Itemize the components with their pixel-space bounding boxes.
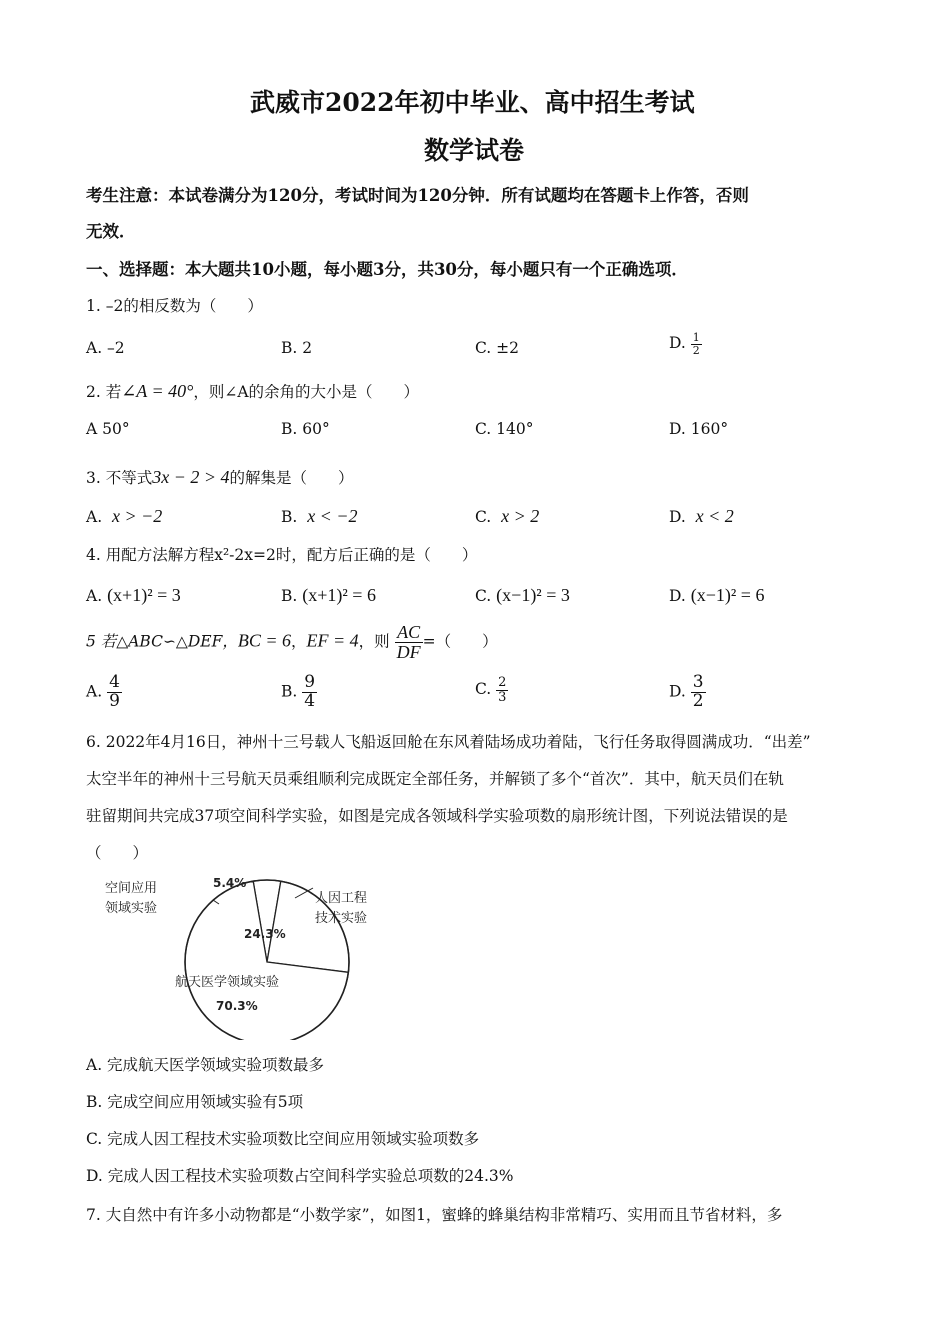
q4-option-b	[281, 585, 376, 606]
q5-c-numerator: 2	[498, 675, 507, 690]
q4-a-label: A.	[86, 587, 103, 605]
q2-stem	[86, 380, 419, 402]
med-pct-label: 70.3%	[216, 999, 258, 1013]
q5-frac-numerator: AC	[395, 623, 423, 643]
q1-stem: 1. –2的相反数为（ ）	[86, 297, 263, 315]
q3-option-b	[281, 506, 357, 527]
q5-stem-prefix: 5 若△ABC∽△DEF，	[86, 632, 238, 651]
space-label-2: 领域实验	[105, 901, 158, 916]
q4-a-math: (x+1)² = 3	[107, 585, 181, 605]
q3-d-math: x < 2	[695, 506, 734, 526]
q4-d-label: D.	[669, 587, 686, 605]
q5-d-fraction	[691, 674, 706, 711]
exam-title: 武威市2022年初中毕业、高中招生考试	[250, 88, 695, 117]
q5-option-b	[281, 674, 317, 711]
q3-option-d	[669, 506, 734, 527]
q6-line-3: 驻留期间共完成37项空间科学实验，如图是完成各领域科学实验项数的扇形统计图，下列说法错误的是	[86, 807, 788, 825]
q5-stem-bc: BC = 6	[237, 630, 292, 651]
q1-d-denominator: 2	[692, 343, 700, 357]
q3-a-math: x > −2	[111, 506, 163, 526]
q6-line-1: 6. 2022年4月16日，神州十三号载人飞船返回舱在东风着陆场成功着陆，飞行任务取得圆满成功．“出差”	[86, 733, 811, 751]
q3-stem	[86, 466, 354, 488]
q3-stem-math: 3x − 2 > 4	[152, 467, 230, 487]
q7-line-1: 7. 大自然中有许多小动物都是“小数学家”，如图1，蜜蜂的蜂巢结构非常精巧、实用而且节省材料，多	[86, 1206, 783, 1224]
q5-stem-then: ，则	[358, 632, 390, 651]
q3-option-a	[86, 506, 162, 527]
q5-option-d	[669, 674, 706, 711]
q5-b-numerator: 9	[304, 672, 316, 692]
q2-stem-suffix: ，则∠A的余角的大小是（ ）	[193, 383, 420, 401]
human-label-2: 技术实验	[315, 911, 368, 926]
q2-option-d: D. 160°	[669, 420, 729, 438]
q6-option-c: C. 完成人因工程技术实验项数比空间应用领域实验项数多	[86, 1130, 480, 1148]
human-label-1: 人因工程	[315, 891, 368, 906]
q4-option-a	[86, 585, 181, 606]
q6-line-4: （ ）	[86, 844, 149, 862]
q1-d-numerator: 1	[692, 331, 700, 344]
q3-a-label: A.	[86, 508, 103, 526]
q2-option-a: A 50°	[86, 420, 130, 438]
q5-a-numerator: 4	[109, 672, 120, 692]
q6-option-a: A. 完成航天医学领域实验项数最多	[86, 1056, 325, 1074]
q5-c-fraction	[496, 676, 508, 704]
q3-c-math: x > 2	[501, 506, 540, 526]
q6-option-b: B. 完成空间应用领域实验有5项	[86, 1093, 304, 1111]
space-pct-label: 5.4%	[213, 876, 247, 890]
q2-stem-math: ∠A = 40°	[121, 381, 194, 401]
q4-option-c	[475, 585, 570, 606]
q3-stem-prefix: 3. 不等式	[86, 469, 153, 487]
q4-b-label: B.	[281, 587, 298, 605]
q4-c-label: C.	[475, 587, 492, 605]
space-label-1: 空间应用	[105, 881, 158, 896]
q5-a-label: A.	[86, 682, 103, 701]
q5-a-fraction	[107, 674, 122, 711]
q1-option-a: A. –2	[86, 339, 125, 357]
q2-stem-prefix: 2. 若	[86, 383, 122, 401]
q4-d-math: (x−1)² = 6	[690, 585, 765, 605]
pie-chart	[95, 870, 395, 1040]
q5-stem-fraction	[395, 623, 423, 662]
q3-c-label: C.	[475, 508, 492, 526]
q5-c-label: C.	[475, 680, 492, 699]
med-label: 航天医学领域实验	[175, 975, 280, 990]
q5-b-label: B.	[281, 682, 298, 701]
q3-stem-suffix: 的解集是（ ）	[229, 469, 354, 487]
section-heading: 一、选择题：本大题共10小题，每小题3分，共30分，每小题只有一个正确选项．	[86, 260, 688, 279]
q1-option-d-fraction	[691, 332, 702, 356]
q5-stem-sep: ，	[291, 632, 307, 651]
q3-b-label: B.	[281, 508, 298, 526]
q3-d-label: D.	[669, 508, 686, 526]
q6-option-d: D. 完成人因工程技术实验项数占空间科学实验总项数的24.3%	[86, 1167, 514, 1185]
q4-stem: 4. 用配方法解方程x²-2x=2时，配方后正确的是（ ）	[86, 546, 478, 564]
q2-option-c: C. 140°	[475, 420, 534, 438]
q5-option-a	[86, 674, 122, 711]
q5-c-denominator: 3	[498, 689, 507, 705]
q1-option-d	[669, 332, 702, 356]
q5-stem-ef: EF = 4	[306, 630, 359, 651]
q5-b-denominator: 4	[304, 690, 316, 711]
q6-line-2: 太空半年的神州十三号航天员乘组顺利完成既定全部任务，并解锁了多个“首次”．其中，航天员们在轨	[86, 770, 784, 788]
human-pct-label: 24.3%	[244, 927, 286, 941]
q5-d-denominator: 2	[692, 690, 704, 711]
q5-option-c	[475, 676, 508, 704]
q1-option-c: C. ±2	[475, 339, 520, 357]
q5-d-numerator: 3	[692, 672, 704, 692]
q5-frac-denominator: DF	[396, 641, 421, 662]
q5-d-label: D.	[669, 682, 686, 701]
q4-b-math: (x+1)² = 6	[302, 585, 376, 605]
q4-option-d	[669, 585, 764, 606]
q5-stem-suffix: =（ ）	[422, 632, 498, 651]
q1-option-b: B. 2	[281, 339, 313, 357]
q3-option-c	[475, 506, 539, 527]
exam-subtitle: 数学试卷	[424, 136, 525, 165]
q2-option-b: B. 60°	[281, 420, 330, 438]
q5-b-fraction	[302, 674, 317, 711]
notice-line-1: 考生注意：本试卷满分为120分，考试时间为120分钟．所有试题均在答题卡上作答，否则	[86, 186, 749, 205]
q5-a-denominator: 9	[109, 690, 120, 711]
q5-stem	[86, 623, 498, 662]
notice-line-2: 无效．	[86, 222, 136, 241]
q1-option-d-label: D.	[669, 334, 686, 353]
q3-b-math: x < −2	[307, 506, 358, 526]
q4-c-math: (x−1)² = 3	[496, 585, 570, 605]
